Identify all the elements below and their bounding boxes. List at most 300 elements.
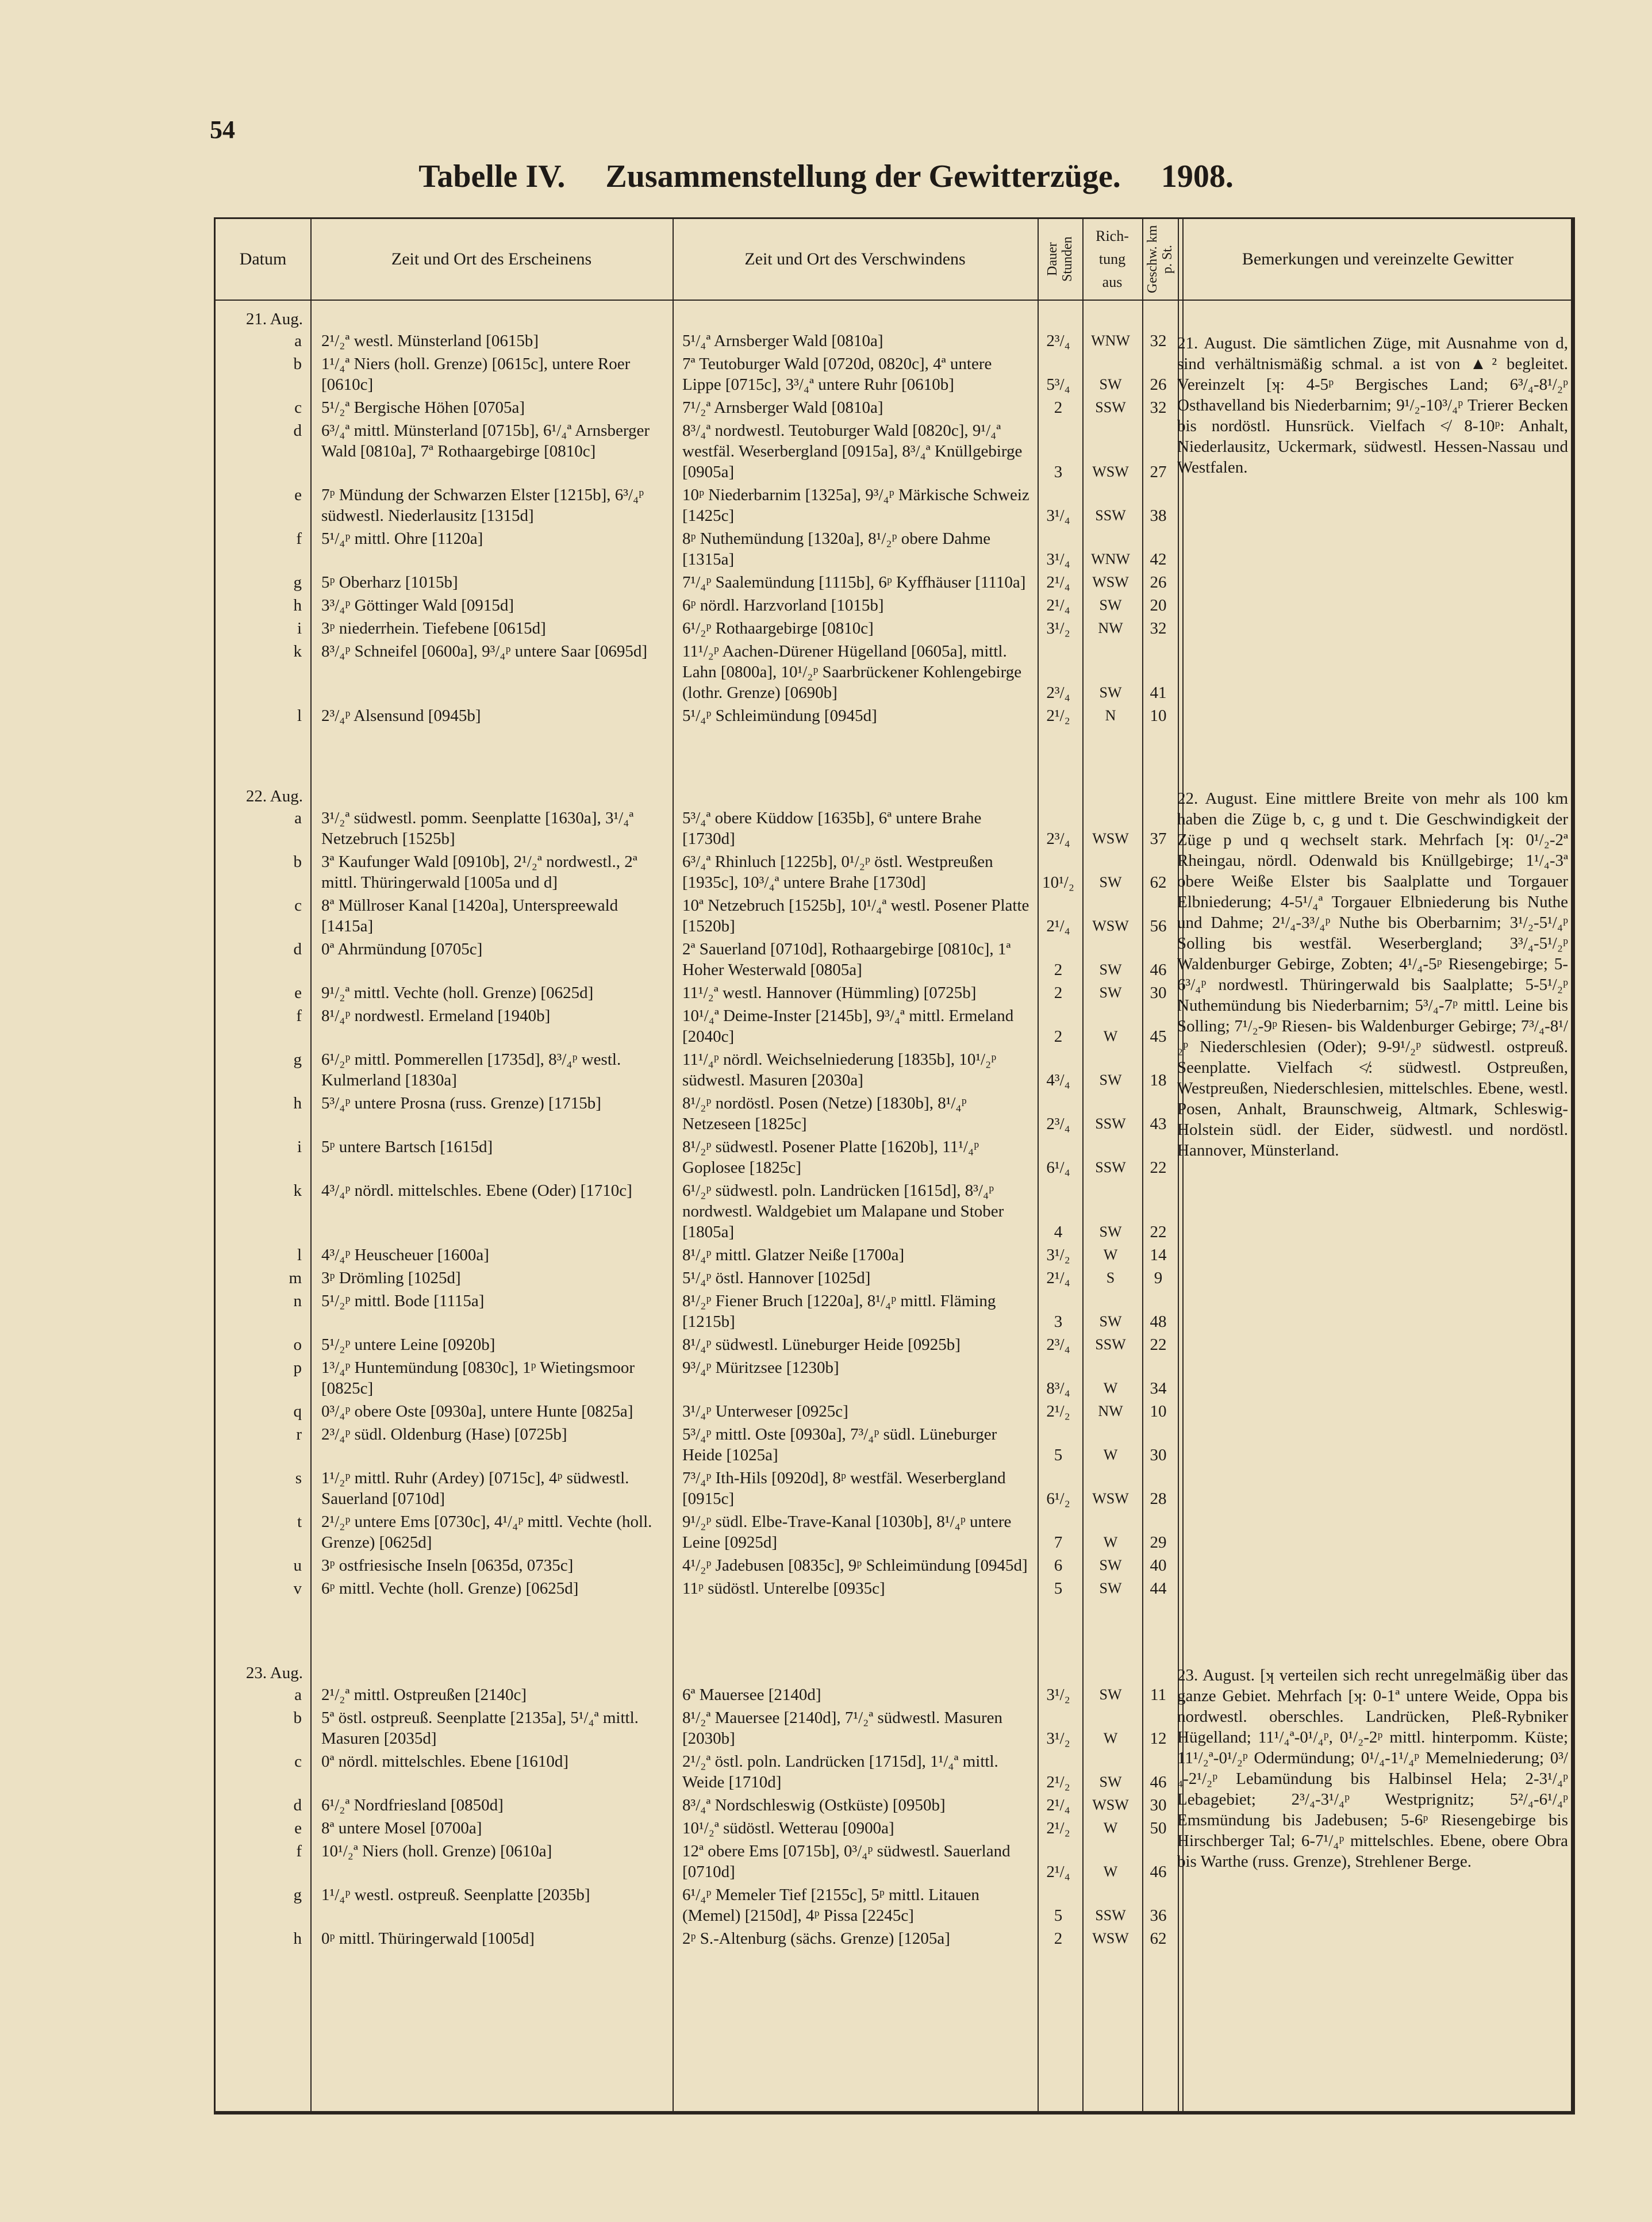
duration-cell: 2¹/₄ xyxy=(1046,917,1070,935)
speed-cell: 41 xyxy=(1150,684,1167,702)
speed-cell: 20 xyxy=(1150,596,1167,615)
duration-cell: 3¹/₄ xyxy=(1046,550,1070,569)
direction-cell: WSW xyxy=(1092,463,1129,480)
duration-cell: 6 xyxy=(1054,1556,1063,1575)
disappearance-cell: 12ª obere Ems [0715b], 0³/₄ᵖ südwestl. Sauerland [0710d] xyxy=(682,1842,1011,1881)
speed-cell: 11 xyxy=(1150,1686,1166,1704)
speed-cell: 38 xyxy=(1150,506,1167,525)
table-row xyxy=(214,1401,1181,1422)
speed-cell: 42 xyxy=(1150,550,1167,569)
row-letter: h xyxy=(293,1094,302,1112)
duration-cell: 2 xyxy=(1054,398,1063,417)
row-letter: c xyxy=(294,896,302,915)
appearance-cell: 5¹/₄ᵖ mittl. Ohre [1120a] xyxy=(321,529,483,548)
disappearance-cell: 8¹/₄ᵖ südwestl. Lüneburger Heide [0925b] xyxy=(682,1335,961,1354)
disappearance-cell: 10ª Netzebruch [1525b], 10¹/₄ª westl. Posener Platte [1520b] xyxy=(682,896,1029,935)
title-text: Zusammenstellung der Gewitterzüge. xyxy=(605,159,1121,194)
remarks-text: 23. August. [ʞ verteilen sich recht unregelmäßig über das ganze Gebiet. Mehrfach [ʞ: 0-1ª untere Weide, Oppa bis nordwestl. oberschles. Landrücken, Pleß-Rybniker Hügelland; 11¹/₄ª-0¹/₄ᵖ, 0¹/₂-2ᵖ mittl. hinterpomm. Küste; 11¹/₂ª-0¹/₂ᵖ Odermündung; 0¹/₄-1¹/₄ᵖ Memelniederung; 0³/₄-2¹/₂ᵖ Lebamündung bis Halbinsel Hela; 2-3¹/₄ᵖ Lebagebiet; 2³/₄-3¹/₄ᵖ Westprignitz; 5²/₄-6¹/₄ᵖ Emsmündung bis Jadebusen; 5-6ᵖ Riesengebirge bis Hirschberger Tal; 6-7¹/₄ᵖ mittelschles. Ebene, obere Obra bis Warthe (russ. Grenze), Strehlener Berge. xyxy=(1177,1666,1568,1871)
speed-cell: 26 xyxy=(1150,573,1167,592)
appearance-cell: 5¹/₂ª Bergische Höhen [0705a] xyxy=(321,398,525,417)
duration-cell: 10¹/₂ xyxy=(1042,873,1074,892)
section-rows xyxy=(214,331,1181,728)
duration-cell: 3¹/₄ xyxy=(1046,506,1070,525)
speed-cell: 32 xyxy=(1150,619,1167,638)
duration-cell: 2¹/₄ xyxy=(1046,1269,1070,1287)
direction-cell: SSW xyxy=(1095,1907,1126,1924)
duration-cell: 5 xyxy=(1054,1906,1063,1925)
page-title xyxy=(0,158,1652,195)
row-letter: v xyxy=(293,1579,302,1598)
row-letter: f xyxy=(296,529,302,548)
direction-cell: SW xyxy=(1099,984,1122,1001)
disappearance-cell: 11¹/₄ᵖ nördl. Weichselniederung [1835b], 10¹/₂ᵖ südwestl. Masuren [2030a] xyxy=(682,1050,997,1089)
table-row xyxy=(214,485,1181,526)
direction-cell: W xyxy=(1103,1820,1118,1836)
direction-cell: W xyxy=(1103,1028,1118,1045)
row-letter: g xyxy=(293,1886,302,1904)
row-letter: d xyxy=(293,421,302,440)
duration-cell: 2¹/₄ xyxy=(1046,596,1070,615)
duration-cell: 2¹/₄ xyxy=(1046,1796,1070,1814)
duration-cell: 2 xyxy=(1054,1929,1063,1948)
table-row xyxy=(214,618,1181,639)
disappearance-cell: 6ᵖ nördl. Harzvorland [1015b] xyxy=(682,596,884,615)
appearance-cell: 5¹/₂ᵖ untere Leine [0920b] xyxy=(321,1335,495,1354)
direction-cell: WSW xyxy=(1092,574,1129,590)
table-row xyxy=(214,895,1181,937)
speed-cell: 36 xyxy=(1150,1906,1167,1925)
appearance-cell: 3³/₄ᵖ Göttinger Wald [0915d] xyxy=(321,596,514,615)
duration-cell: 3¹/₂ xyxy=(1046,1686,1070,1704)
row-letter: c xyxy=(294,1752,302,1771)
table-row xyxy=(214,1751,1181,1793)
duration-cell: 5³/₄ xyxy=(1046,375,1070,394)
table-row xyxy=(214,420,1181,482)
direction-cell: SSW xyxy=(1095,1336,1126,1353)
section-rows xyxy=(214,1684,1181,1951)
appearance-cell: 0ᵖ mittl. Thüringerwald [1005d] xyxy=(321,1929,535,1948)
table-row xyxy=(214,1818,1181,1839)
row-letter: i xyxy=(297,1138,302,1156)
speed-cell: 27 xyxy=(1150,463,1167,481)
table-row xyxy=(214,1424,1181,1465)
row-letter: u xyxy=(293,1556,302,1575)
table-row xyxy=(214,1268,1181,1288)
speed-cell: 46 xyxy=(1150,1773,1167,1791)
appearance-cell: 10¹/₂ª Niers (holl. Grenze) [0610a] xyxy=(321,1842,552,1860)
appearance-cell: 2³/₄ᵖ Alsensund [0945b] xyxy=(321,707,481,725)
table-row xyxy=(214,528,1181,570)
appearance-cell: 4³/₄ᵖ Heuscheuer [1600a] xyxy=(321,1246,489,1264)
disappearance-cell: 8¹/₂ᵖ nordöstl. Posen (Netze) [1830b], 8¹/₄ᵖ Netzeseen [1825c] xyxy=(682,1094,967,1133)
appearance-cell: 3ᵖ niederrhein. Tiefebene [0615d] xyxy=(321,619,546,638)
speed-cell: 10 xyxy=(1150,707,1167,725)
row-letter: e xyxy=(294,1819,302,1837)
speed-cell: 46 xyxy=(1150,961,1167,979)
appearance-cell: 6¹/₂ª Nordfriesland [0850d] xyxy=(321,1796,504,1814)
speed-cell: 14 xyxy=(1150,1246,1167,1264)
table-row xyxy=(214,572,1181,593)
direction-cell: NW xyxy=(1098,620,1123,636)
direction-cell: SW xyxy=(1099,597,1122,613)
direction-cell: SW xyxy=(1099,1774,1122,1790)
table-row xyxy=(214,1928,1181,1949)
disappearance-cell: 7¹/₄ᵖ Saalemündung [1115b], 6ᵖ Kyffhäuser [1110a] xyxy=(682,573,1026,592)
direction-cell: SSW xyxy=(1095,399,1126,416)
duration-cell: 3¹/₂ xyxy=(1046,1246,1070,1264)
duration-cell: 3 xyxy=(1054,1313,1063,1331)
disappearance-cell: 2ª Sauerland [0710d], Rothaargebirge [0810c], 1ª Hoher Westerwald [0805a] xyxy=(682,940,1011,979)
row-letter: b xyxy=(293,1709,302,1727)
appearance-cell: 3ᵖ Drömling [1025d] xyxy=(321,1269,461,1287)
speed-cell: 10 xyxy=(1150,1402,1167,1421)
row-letter: l xyxy=(297,1246,302,1264)
appearance-cell: 0ª Ahrmündung [0705c] xyxy=(321,940,483,958)
table-row xyxy=(214,808,1181,849)
table-row xyxy=(214,1707,1181,1749)
row-letter: h xyxy=(293,596,302,615)
duration-cell: 2³/₄ xyxy=(1046,332,1070,350)
duration-cell: 2 xyxy=(1054,961,1063,979)
direction-cell: WSW xyxy=(1092,1930,1129,1947)
direction-cell: WNW xyxy=(1091,551,1130,567)
table-row xyxy=(214,851,1181,893)
duration-cell: 6¹/₂ xyxy=(1046,1490,1070,1508)
disappearance-cell: 5¹/₄ª Arnsberger Wald [0810a] xyxy=(682,332,883,350)
disappearance-cell: 4¹/₂ᵖ Jadebusen [0835c], 9ᵖ Schleimündung [0945d] xyxy=(682,1556,1028,1575)
table-row xyxy=(214,983,1181,1003)
duration-cell: 2¹/₂ xyxy=(1046,707,1070,725)
appearance-cell: 2¹/₂ª mittl. Ostpreußen [2140c] xyxy=(321,1686,527,1704)
header-erscheinen: Zeit und Ort des Erscheinens xyxy=(391,250,592,268)
speed-cell: 29 xyxy=(1150,1533,1167,1552)
remarks-text: 22. August. Eine mittlere Breite von mehr als 100 km haben die Züge b, c, g und t. Die Geschwindigkeit der Züge p und q wechselt stark. Mehrfach [ʞ: 0¹/₂-2ª Rheingau, nördl. Odenwald bis Knüllgebirge; 1¹/₄-3ª obere Weiße Elster bis Saalplatte und Torgauer Elbniederung; 4-5¹/₄ª Torgauer Elbniederung bis Nuthe und Dahme; 2¹/₄-3³/₄ᵖ Nuthe bis Oberbarnim; 3¹/₂-5¹/₄ᵖ Solling bis westfäl. Weserbergland; 3³/₄-5¹/₂ᵖ Waldenburger Gebirge, Zobten; 4¹/₄-5ᵖ Riesengebirge; 5-6³/₄ᵖ nordwestl. Thüringerwald bis Saalplatte; 5-5¹/₂ᵖ Nuthemündung bis Niederbarnim; 5³/₄-7ᵖ mittl. Leine bis Solling; 7¹/₂-9ᵖ Riesen- bis Waldenburger Gebirge; 7³/₄-8¹/₂ᵖ Niederschlesien (Oder); 9-9¹/₂ᵖ südwestl. ostpreuß. Seenplatte. Vielfach ≮: südwestl. Ostpreußen, Westpreußen, Niederschlesien, mittelschles. Ebene, westl. Posen, Anhalt, Braunschweig, Altmark, Schleswig-Holstein südl. der Eider, südwestl. und nordöstl. Hannover, Münsterland. xyxy=(1177,789,1568,1160)
disappearance-cell: 5¹/₄ᵖ östl. Hannover [1025d] xyxy=(682,1269,871,1287)
appearance-cell: 6³/₄ª mittl. Münsterland [0715b], 6¹/₄ª Arnsberger Wald [0810a], 7ª Rothaargebirge [0810c] xyxy=(321,421,650,460)
direction-cell: NW xyxy=(1098,1403,1123,1419)
duration-cell: 3 xyxy=(1054,463,1063,481)
table-row xyxy=(214,1006,1181,1047)
row-letter: r xyxy=(296,1425,302,1444)
speed-cell: 30 xyxy=(1150,1446,1167,1464)
disappearance-cell: 5¹/₄ᵖ Schleimündung [0945d] xyxy=(682,707,877,725)
appearance-cell: 3¹/₂ª südwestl. pomm. Seenplatte [1630a], 3¹/₄ª Netzebruch [1525b] xyxy=(321,809,634,848)
speed-cell: 22 xyxy=(1150,1158,1167,1177)
disappearance-cell: 11ᵖ südöstl. Unterelbe [0935c] xyxy=(682,1579,885,1598)
table-row xyxy=(214,1093,1181,1134)
disappearance-cell: 9³/₄ᵖ Müritzsee [1230b] xyxy=(682,1358,839,1377)
header-bemerkungen: Bemerkungen und vereinzelte Gewitter xyxy=(1242,250,1514,268)
page-number: 54 xyxy=(210,116,235,144)
row-letter: p xyxy=(293,1358,302,1377)
speed-cell: 46 xyxy=(1150,1863,1167,1881)
speed-cell: 45 xyxy=(1150,1027,1167,1046)
direction-cell: WNW xyxy=(1091,332,1130,349)
appearance-cell: 6ᵖ mittl. Vechte (holl. Grenze) [0625d] xyxy=(321,1579,579,1598)
duration-cell: 5 xyxy=(1054,1579,1063,1598)
direction-cell: WSW xyxy=(1092,1797,1129,1813)
direction-cell: SW xyxy=(1099,961,1122,978)
appearance-cell: 1¹/₄ª Niers (holl. Grenze) [0615c], untere Roer [0610c] xyxy=(321,355,631,394)
row-letter: k xyxy=(293,1181,302,1200)
disappearance-cell: 8³/₄ª Nordschleswig (Ostküste) [0950b] xyxy=(682,1796,946,1814)
appearance-cell: 2¹/₂ª westl. Münsterland [0615b] xyxy=(321,332,539,350)
table-row xyxy=(214,1555,1181,1576)
row-letter: h xyxy=(293,1929,302,1948)
section-date: 23. Aug. xyxy=(245,1664,303,1682)
appearance-cell: 8ª untere Mosel [0700a] xyxy=(321,1819,482,1837)
direction-cell: SW xyxy=(1099,684,1122,701)
appearance-cell: 0ª nördl. mittelschles. Ebene [1610d] xyxy=(321,1752,569,1771)
speed-cell: 32 xyxy=(1150,332,1167,350)
table-row xyxy=(214,1137,1181,1178)
disappearance-cell: 6¹/₄ᵖ Memeler Tief [2155c], 5ᵖ mittl. Litauen (Memel) [2150d], 4ᵖ Pissa [2245c] xyxy=(682,1886,979,1925)
table-row xyxy=(214,641,1181,703)
direction-cell: SW xyxy=(1099,1072,1122,1088)
appearance-cell: 5ᵖ untere Bartsch [1615d] xyxy=(321,1138,493,1156)
direction-cell: SW xyxy=(1099,1557,1122,1574)
direction-cell: SSW xyxy=(1095,1115,1126,1132)
speed-cell: 12 xyxy=(1150,1729,1167,1748)
direction-cell: SW xyxy=(1099,874,1122,891)
header-verschwinden: Zeit und Ort des Verschwindens xyxy=(744,250,966,268)
appearance-cell: 5³/₄ᵖ untere Prosna (russ. Grenze) [1715b] xyxy=(321,1094,601,1112)
speed-cell: 30 xyxy=(1150,1796,1167,1814)
appearance-cell: 3ª Kaufunger Wald [0910b], 2¹/₂ª nordwestl., 2ª mittl. Thüringerwald [1005a und d] xyxy=(321,853,637,892)
disappearance-cell: 10¹/₄ª Deime-Inster [2145b], 9³/₄ª mittl. Ermeland [2040c] xyxy=(682,1007,1014,1046)
direction-cell: W xyxy=(1103,1446,1118,1463)
disappearance-cell: 7¹/₂ª Arnsberger Wald [0810a] xyxy=(682,398,883,417)
table-row xyxy=(214,1885,1181,1926)
direction-cell: W xyxy=(1103,1246,1118,1263)
speed-cell: 30 xyxy=(1150,984,1167,1002)
table-row xyxy=(214,1511,1181,1553)
disappearance-cell: 2ᵖ S.-Altenburg (sächs. Grenze) [1205a] xyxy=(682,1929,950,1948)
row-letter: l xyxy=(297,707,302,725)
table-row xyxy=(214,1245,1181,1265)
table-row xyxy=(214,595,1181,616)
duration-cell: 3¹/₂ xyxy=(1046,1729,1070,1748)
duration-cell: 2³/₄ xyxy=(1046,1335,1070,1354)
speed-cell: 62 xyxy=(1150,1929,1167,1948)
row-letter: a xyxy=(294,332,302,350)
direction-cell: SW xyxy=(1099,1686,1122,1703)
appearance-cell: 8³/₄ᵖ Schneifel [0600a], 9³/₄ᵖ untere Saar [0695d] xyxy=(321,642,648,661)
disappearance-cell: 6ª Mauersee [2140d] xyxy=(682,1686,821,1704)
table-row xyxy=(214,354,1181,395)
row-letter: k xyxy=(293,642,302,661)
disappearance-cell: 7ª Teutoburger Wald [0720d, 0820c], 4ª untere Lippe [0715c], 3³/₄ª untere Ruhr [0610b] xyxy=(682,355,992,394)
row-letter: b xyxy=(293,355,302,373)
appearance-cell: 0³/₄ᵖ obere Oste [0930a], untere Hunte [0825a] xyxy=(321,1402,633,1421)
direction-cell: SSW xyxy=(1095,1159,1126,1176)
speed-cell: 43 xyxy=(1150,1115,1167,1133)
appearance-cell: 9¹/₂ª mittl. Vechte (holl. Grenze) [0625d] xyxy=(321,984,594,1002)
header-datum: Datum xyxy=(239,250,287,268)
row-letter: e xyxy=(294,486,302,504)
disappearance-cell: 6¹/₂ᵖ Rothaargebirge [0810c] xyxy=(682,619,874,638)
row-letter: g xyxy=(293,1050,302,1069)
disappearance-cell: 5³/₄ª obere Küddow [1635b], 6ª untere Brahe [1730d] xyxy=(682,809,982,848)
table-row xyxy=(214,1357,1181,1399)
direction-cell: SW xyxy=(1099,376,1122,393)
row-letter: a xyxy=(294,1686,302,1704)
disappearance-cell: 9¹/₂ᵖ südl. Elbe-Trave-Kanal [1030b], 8¹/₄ᵖ untere Leine [0925d] xyxy=(682,1513,1012,1552)
duration-cell: 4 xyxy=(1054,1223,1063,1241)
duration-cell: 2³/₄ xyxy=(1046,684,1070,702)
table-row xyxy=(214,1841,1181,1882)
speed-cell: 26 xyxy=(1150,375,1167,394)
speed-cell: 22 xyxy=(1150,1335,1167,1354)
duration-cell: 2³/₄ xyxy=(1046,1115,1070,1133)
header-geschw: Geschw. km p. St. xyxy=(1145,225,1175,294)
table-row xyxy=(214,1291,1181,1332)
disappearance-cell: 6¹/₂ᵖ südwestl. poln. Landrücken [1615d], 8³/₄ᵖ nordwestl. Waldgebiet um Malapane und Stober [1805a] xyxy=(682,1181,1004,1241)
row-letter: o xyxy=(293,1335,302,1354)
direction-cell: WSW xyxy=(1092,1490,1129,1507)
disappearance-cell: 11¹/₂ª westl. Hannover (Hümmling) [0725b] xyxy=(682,984,977,1002)
disappearance-cell: 7³/₄ᵖ Ith-Hils [0920d], 8ᵖ westfäl. Weserbergland [0915c] xyxy=(682,1469,1006,1508)
row-letter: s xyxy=(295,1469,302,1487)
table-row xyxy=(214,397,1181,418)
appearance-cell: 8ª Müllroser Kanal [1420a], Unterspreewald [1415a] xyxy=(321,896,618,935)
row-letter: d xyxy=(293,940,302,958)
direction-cell: W xyxy=(1103,1534,1118,1551)
disappearance-cell: 5³/₄ᵖ mittl. Oste [0930a], 7³/₄ᵖ südl. Lüneburger Heide [1025a] xyxy=(682,1425,997,1464)
disappearance-cell: 11¹/₂ᵖ Aachen-Dürener Hügelland [0605a], mittl. Lahn [0800a], 10¹/₂ᵖ Saarbrückener Kohlengebirge (lothr. Grenze) [0690b] xyxy=(682,642,1022,702)
table-row xyxy=(214,1578,1181,1599)
row-letter: m xyxy=(289,1269,302,1287)
table-row xyxy=(214,1334,1181,1355)
table-row xyxy=(214,1468,1181,1509)
title-year: 1908. xyxy=(1161,159,1234,194)
duration-cell: 2 xyxy=(1054,984,1063,1002)
section-date: 22. Aug. xyxy=(245,787,303,805)
disappearance-cell: 8³/₄ª nordwestl. Teutoburger Wald [0820c], 9¹/₄ª westfäl. Weserbergland [0915a], 8³/₄ª Knüllgebirge [0905a] xyxy=(682,421,1023,481)
appearance-cell: 1¹/₂ᵖ mittl. Ruhr (Ardey) [0715c], 4ᵖ südwestl. Sauerland [0710d] xyxy=(321,1469,629,1508)
direction-cell: W xyxy=(1103,1730,1118,1747)
duration-cell: 5 xyxy=(1054,1446,1063,1464)
table-row xyxy=(214,331,1181,351)
duration-cell: 2¹/₂ xyxy=(1046,1773,1070,1791)
section-date: 21. Aug. xyxy=(245,310,303,328)
speed-cell: 48 xyxy=(1150,1313,1167,1331)
disappearance-cell: 6³/₄ª Rhinluch [1225b], 0¹/₂ᵖ östl. Westpreußen [1935c], 10³/₄ª untere Brahe [1730d] xyxy=(682,853,993,892)
section-rows xyxy=(214,808,1181,1601)
speed-cell: 37 xyxy=(1150,830,1167,848)
direction-cell: SW xyxy=(1099,1313,1122,1330)
duration-cell: 3¹/₂ xyxy=(1046,619,1070,638)
disappearance-cell: 8ᵖ Nuthemündung [1320a], 8¹/₂ᵖ obere Dahme [1315a] xyxy=(682,529,991,569)
duration-cell: 2 xyxy=(1054,1027,1063,1046)
direction-cell: WSW xyxy=(1092,918,1129,934)
disappearance-cell: 8¹/₂ᵖ Fiener Bruch [1220a], 8¹/₄ᵖ mittl. Fläming [1215b] xyxy=(682,1292,996,1331)
row-letter: t xyxy=(297,1513,302,1531)
duration-cell: 8³/₄ xyxy=(1046,1379,1070,1398)
title-label: Tabelle IV. xyxy=(418,159,566,194)
direction-cell: N xyxy=(1105,707,1116,724)
appearance-cell: 1³/₄ᵖ Huntemündung [0830c], 1ᵖ Wietingsmoor [0825c] xyxy=(321,1358,635,1398)
disappearance-cell: 10¹/₂ª südöstl. Wetterau [0900a] xyxy=(682,1819,894,1837)
disappearance-cell: 8¹/₄ᵖ mittl. Glatzer Neiße [1700a] xyxy=(682,1246,905,1264)
row-letter: b xyxy=(293,853,302,871)
speed-cell: 56 xyxy=(1150,917,1167,935)
row-letter: a xyxy=(294,809,302,827)
appearance-cell: 5ᵖ Oberharz [1015b] xyxy=(321,573,458,592)
duration-cell: 2³/₄ xyxy=(1046,830,1070,848)
header-divider xyxy=(216,300,1571,301)
appearance-cell: 4³/₄ᵖ nördl. mittelschles. Ebene (Oder) [1710c] xyxy=(321,1181,632,1200)
disappearance-cell: 8¹/₂ª Mauersee [2140d], 7¹/₂ª südwestl. Masuren [2030b] xyxy=(682,1709,1002,1748)
appearance-cell: 1¹/₄ᵖ westl. ostpreuß. Seenplatte [2035b] xyxy=(321,1886,590,1904)
direction-cell: S xyxy=(1106,1269,1115,1286)
table-row xyxy=(214,1049,1181,1091)
table-row xyxy=(214,939,1181,980)
speed-cell: 40 xyxy=(1150,1556,1167,1575)
remarks-text: 21. August. Die sämtlichen Züge, mit Ausnahme von d, sind verhältnismäßig schmal. a ist von ▲² begleitet. Vereinzelt [ʞ: 4-5ᵖ Bergisches Land; 6³/₄-8¹/₂ᵖ Osthavelland bis Niederbarnim; 9¹/₂-10³/₄ᵖ Trierer Becken bis nordöstl. Hunsrück. Vielfach ≮ 8-10ᵖ: Anhalt, Niederlausitz, Uckermark, südwestl. Hessen-Nassau und Westfalen. xyxy=(1177,334,1568,477)
row-letter: i xyxy=(297,619,302,638)
row-letter: n xyxy=(293,1292,302,1310)
speed-cell: 32 xyxy=(1150,398,1167,417)
disappearance-cell: 3¹/₄ᵖ Unterweser [0925c] xyxy=(682,1402,848,1421)
appearance-cell: 2¹/₂ᵖ untere Ems [0730c], 4¹/₄ᵖ mittl. Vechte (holl. Grenze) [0625d] xyxy=(321,1513,652,1552)
duration-cell: 6¹/₄ xyxy=(1046,1158,1070,1177)
direction-cell: SW xyxy=(1099,1580,1122,1597)
disappearance-cell: 2¹/₂ª östl. poln. Landrücken [1715d], 1¹/₄ª mittl. Weide [1710d] xyxy=(682,1752,998,1791)
speed-cell: 28 xyxy=(1150,1490,1167,1508)
speed-cell: 9 xyxy=(1154,1269,1163,1287)
appearance-cell: 8¹/₄ᵖ nordwestl. Ermeland [1940b] xyxy=(321,1007,551,1025)
duration-cell: 7 xyxy=(1054,1533,1063,1552)
speed-cell: 50 xyxy=(1150,1819,1167,1837)
direction-cell: W xyxy=(1103,1380,1118,1396)
row-letter: f xyxy=(296,1007,302,1025)
table-row xyxy=(214,1180,1181,1242)
appearance-cell: 7ᵖ Mündung der Schwarzen Elster [1215b], 6³/₄ᵖ südwestl. Niederlausitz [1315d] xyxy=(321,486,644,525)
duration-cell: 2¹/₂ xyxy=(1046,1819,1070,1837)
appearance-cell: 5¹/₂ᵖ mittl. Bode [1115a] xyxy=(321,1292,485,1310)
header-dauer: Dauer Stunden xyxy=(1045,236,1075,282)
table-row xyxy=(214,705,1181,726)
speed-cell: 62 xyxy=(1150,873,1167,892)
row-letter: f xyxy=(296,1842,302,1860)
row-letter: c xyxy=(294,398,302,417)
row-letter: d xyxy=(293,1796,302,1814)
speed-cell: 18 xyxy=(1150,1071,1167,1089)
direction-cell: SW xyxy=(1099,1223,1122,1240)
table-row xyxy=(214,1795,1181,1816)
duration-cell: 2¹/₄ xyxy=(1046,573,1070,592)
row-letter: g xyxy=(293,573,302,592)
row-letter: e xyxy=(294,984,302,1002)
appearance-cell: 2³/₄ᵖ südl. Oldenburg (Hase) [0725b] xyxy=(321,1425,567,1444)
duration-cell: 2¹/₂ xyxy=(1046,1402,1070,1421)
disappearance-cell: 10ᵖ Niederbarnim [1325a], 9³/₄ᵖ Märkische Schweiz [1425c] xyxy=(682,486,1029,525)
direction-cell: SSW xyxy=(1095,507,1126,524)
header-richtung: Rich- tung aus xyxy=(1096,228,1129,290)
duration-cell: 4³/₄ xyxy=(1046,1071,1070,1089)
row-letter: q xyxy=(293,1402,302,1421)
table-row xyxy=(214,1684,1181,1705)
disappearance-cell: 8¹/₂ᵖ südwestl. Posener Platte [1620b], 11¹/₄ᵖ Goplosee [1825c] xyxy=(682,1138,979,1177)
duration-cell: 2¹/₄ xyxy=(1046,1863,1070,1881)
speed-cell: 22 xyxy=(1150,1223,1167,1241)
speed-cell: 34 xyxy=(1150,1379,1167,1398)
direction-cell: W xyxy=(1103,1863,1118,1880)
speed-cell: 44 xyxy=(1150,1579,1167,1598)
appearance-cell: 3ᵖ ostfriesische Inseln [0635d, 0735c] xyxy=(321,1556,574,1575)
appearance-cell: 6¹/₂ᵖ mittl. Pommerellen [1735d], 8³/₄ᵖ westl. Kulmerland [1830a] xyxy=(321,1050,621,1089)
